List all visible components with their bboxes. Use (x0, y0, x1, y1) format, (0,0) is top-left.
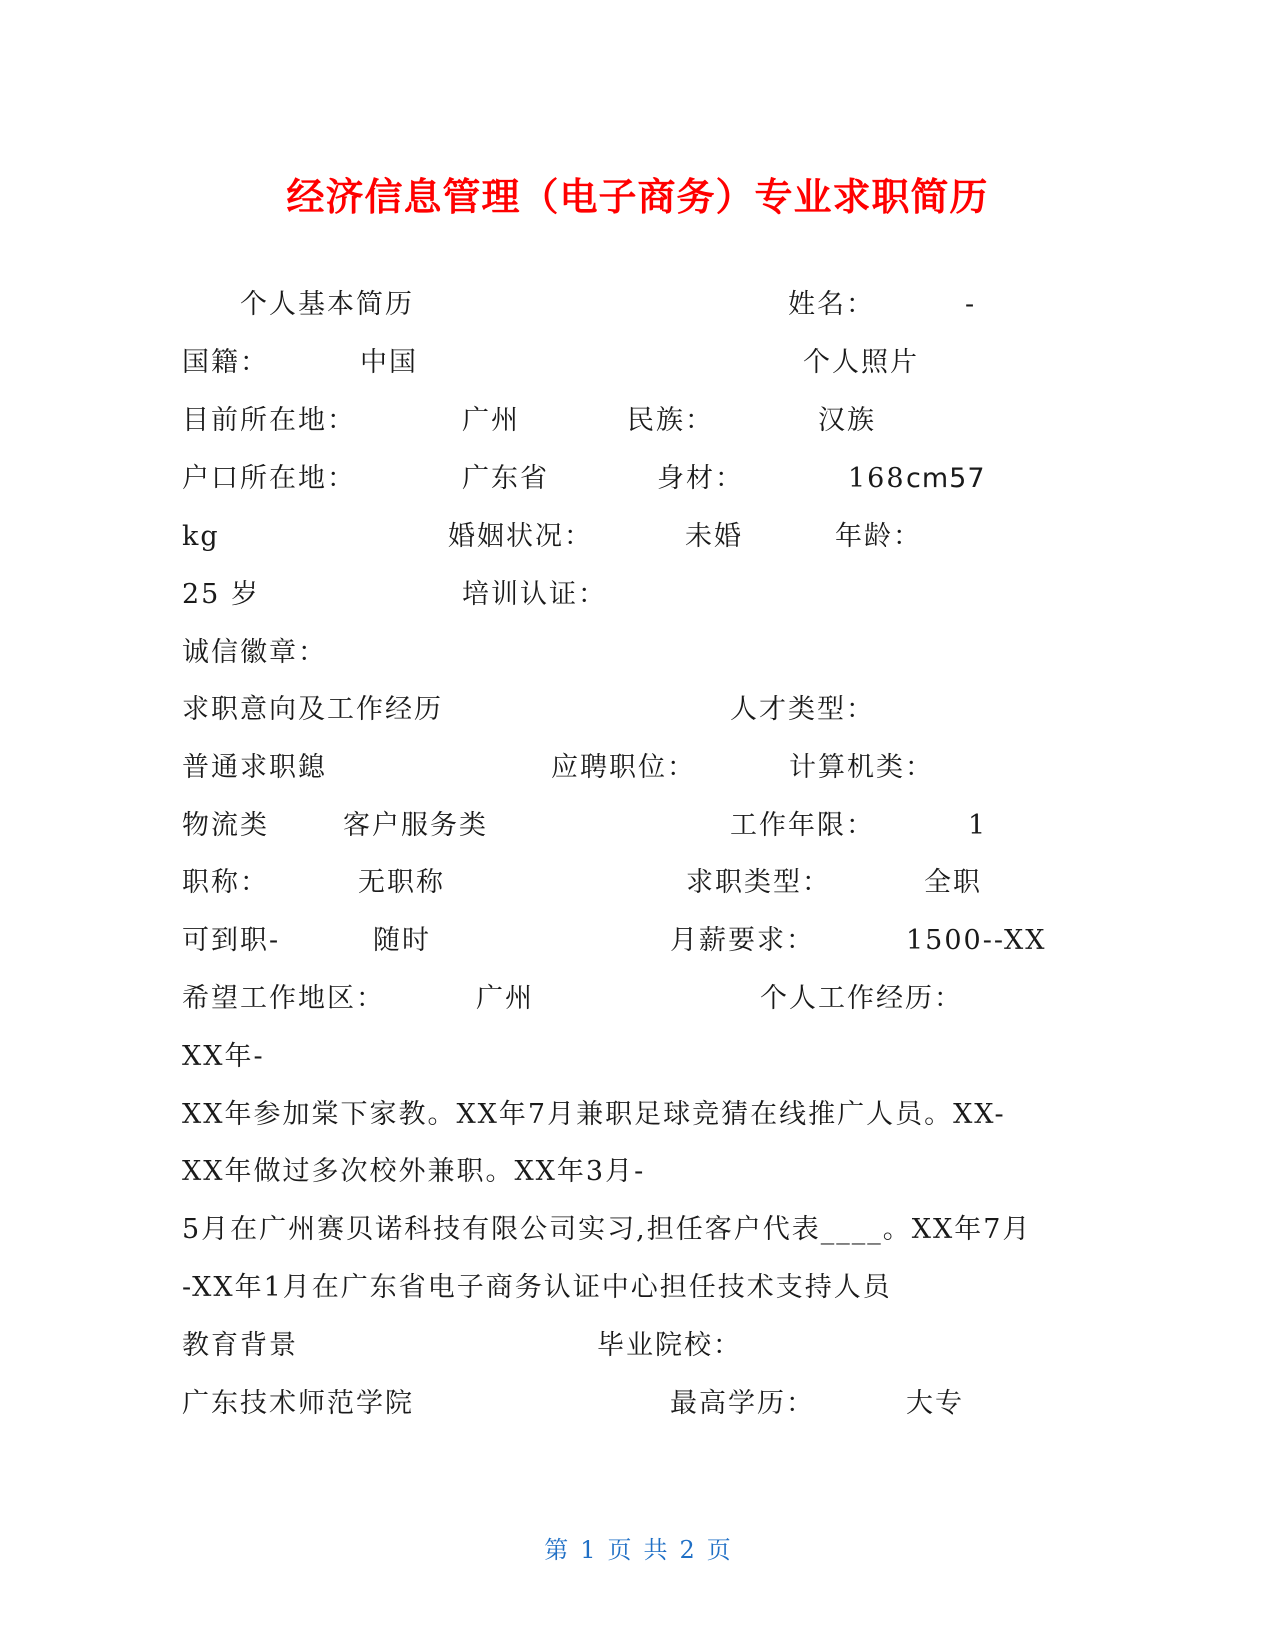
resume-line (0, 690, 1275, 730)
line-text-segment: 广东技术师范学院 (182, 1388, 414, 1419)
line-text-segment: 25 岁 (182, 579, 260, 610)
resume-line (0, 459, 1275, 499)
resume-line (0, 979, 1275, 1019)
footer-page-number: 1 (580, 1536, 596, 1564)
resume-line (0, 401, 1275, 441)
line-text-segment: 客户服务类 (343, 810, 488, 841)
footer-total-label: 共 (643, 1536, 668, 1564)
line-text-segment: 5月在广州赛贝诺科技有限公司实习,担任客户代表____。XX年7月 (182, 1214, 1032, 1245)
line-text-segment: 求职意向及工作经历 (182, 694, 443, 725)
line-text-segment: 职称： (182, 867, 269, 898)
resume-line (0, 1152, 1275, 1192)
line-text-segment: 无职称 (358, 867, 445, 898)
line-text-segment: 最高学历： (670, 1388, 815, 1419)
line-text-segment: 姓名： (788, 289, 875, 320)
resume-line (0, 1326, 1275, 1366)
line-text-segment: 毕业院校： (597, 1330, 742, 1361)
resume-line (0, 633, 1275, 673)
resume-line (0, 1268, 1275, 1308)
line-text-segment: 全职 (924, 867, 982, 898)
resume-line (0, 1210, 1275, 1250)
page-footer (0, 1530, 1275, 1565)
resume-line (0, 1037, 1275, 1077)
line-text-segment: 婚姻状况： (448, 521, 593, 552)
line-text-segment: 培训认证： (462, 579, 607, 610)
line-text-segment: 诚信徽章： (182, 637, 327, 668)
line-text-segment: 168 (848, 463, 906, 494)
resume-line (0, 517, 1275, 557)
footer-total-unit: 页 (706, 1536, 731, 1564)
footer-total-number: 2 (679, 1536, 695, 1564)
line-text-segment: 工作年限： (730, 810, 875, 841)
line-text-segment: XX年- (182, 1041, 265, 1072)
line-text-segment: - (965, 289, 977, 320)
line-text-segment: 大专 (906, 1388, 964, 1419)
line-text-segment: 年龄： (835, 521, 922, 552)
resume-line (0, 343, 1275, 383)
line-text-segment: XX年做过多次校外兼职。XX年3月- (182, 1156, 646, 1187)
line-text-segment: 希望工作地区： (182, 983, 385, 1014)
line-text-segment: 汉族 (818, 405, 876, 436)
line-text-segment: 广州 (462, 405, 520, 436)
line-text-segment: 月薪要求： (670, 925, 815, 956)
line-text-segment: XX年参加棠下家教。XX年7月兼职足球竞猜在线推广人员。XX- (182, 1099, 1006, 1130)
footer-page-unit: 页 (607, 1536, 632, 1564)
resume-line (0, 1095, 1275, 1135)
resume-line (0, 285, 1275, 325)
line-text-segment: -XX年1月在广东省电子商务认证中心担任技术支持人员 (182, 1272, 892, 1303)
line-text-segment: 民族： (627, 405, 714, 436)
line-text-segment: 户口所在地： (182, 463, 356, 494)
line-text-segment: 身材： (657, 463, 744, 494)
resume-line (0, 575, 1275, 615)
line-text-segment: 随时 (373, 925, 431, 956)
footer-page-label: 第 (544, 1536, 569, 1564)
line-text-segment: cm57 (906, 463, 986, 494)
line-text-segment: 国籍： (182, 347, 269, 378)
line-text-segment: 普通求职鎴 (182, 752, 327, 783)
line-text-segment: 中国 (360, 347, 418, 378)
line-text-segment: 1500--XX (906, 925, 1047, 956)
line-text-segment: 未婚 (685, 521, 743, 552)
line-text-segment: 个人基本简历 (240, 289, 414, 320)
resume-line (0, 806, 1275, 846)
line-text-segment: 广东省 (462, 463, 549, 494)
line-text-segment: 教育背景 (182, 1330, 298, 1361)
line-text-segment: 个人工作经历： (760, 983, 963, 1014)
resume-line (0, 863, 1275, 903)
resume-line (0, 748, 1275, 788)
document-title: 经济信息管理（电子商务）专业求职简历 (286, 175, 989, 219)
line-text-segment: 求职类型： (686, 867, 831, 898)
resume-line (0, 1384, 1275, 1424)
line-text-segment: kg (182, 521, 220, 552)
line-text-segment: 计算机类： (789, 752, 934, 783)
line-text-segment: 广州 (476, 983, 534, 1014)
line-text-segment: 应聘职位： (551, 752, 696, 783)
resume-line (0, 921, 1275, 961)
line-text-segment: 个人照片 (803, 347, 919, 378)
line-text-segment: 1 (968, 810, 988, 841)
line-text-segment: 目前所在地： (182, 405, 356, 436)
line-text-segment: 物流类 (182, 810, 269, 841)
line-text-segment: 可到职- (182, 925, 281, 956)
line-text-segment: 人才类型： (730, 694, 875, 725)
